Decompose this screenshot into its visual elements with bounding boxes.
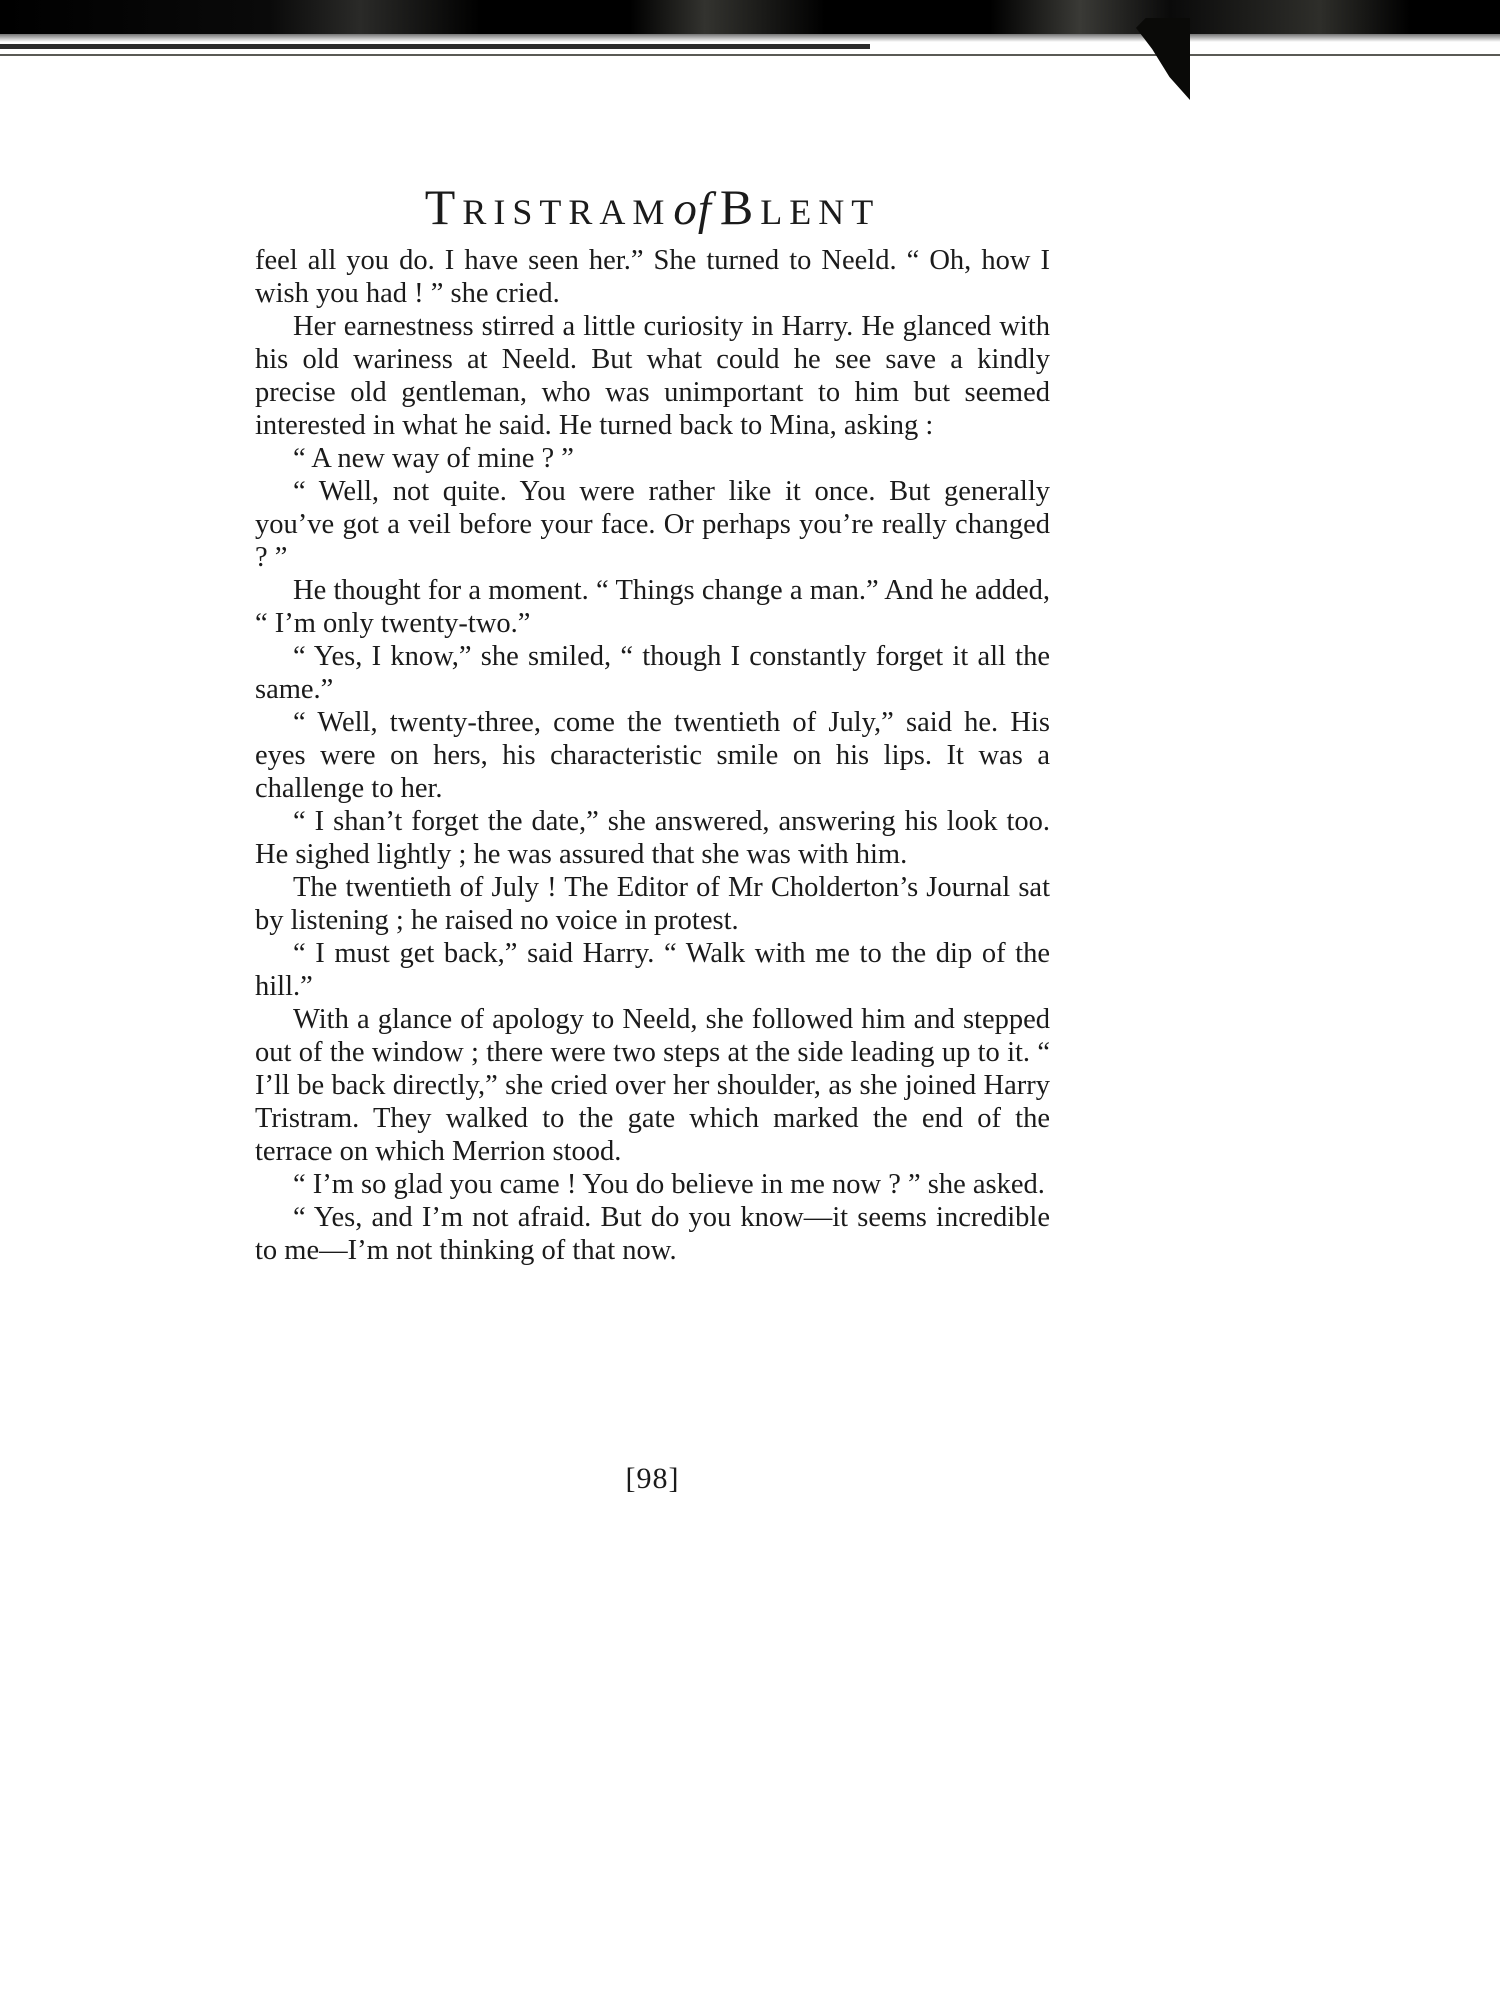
- paragraph: “ I’m so glad you came ! You do believe in me now ? ” she asked.: [293, 1169, 1045, 1200]
- scan-fold-line-left: [0, 44, 870, 49]
- scan-fold-line: [0, 54, 1500, 56]
- title-smallcaps-lent: LENT: [760, 192, 881, 232]
- paragraph: feel all you do. I have seen her.” She turned to Neeld. “ Oh, how I wish you had ! ” she cried.: [255, 245, 1050, 309]
- paragraph: “ I shan’t forget the date,” she answered, answering his look too. He sighed lightly ; he was assured that she was with him.: [255, 806, 1050, 870]
- paragraph: “ Well, twenty-three, come the twentieth of July,” said he. His eyes were on hers, his characteristic smile on his lips. It was a challenge to her.: [255, 707, 1050, 804]
- paragraph: He thought for a moment. “ Things change a man.” And he added, “ I’m only twenty-two.”: [255, 575, 1050, 639]
- scan-corner-mark: [1136, 18, 1190, 100]
- paragraph: The twentieth of July ! The Editor of Mr Cholderton’s Journal sat by listening ; he raised no voice in protest.: [255, 872, 1050, 936]
- title-smallcaps-ristram: RISTRAM: [462, 192, 672, 232]
- body-text: [255, 244, 1050, 1267]
- scan-top-bar-shadow: [0, 34, 1500, 42]
- page-number: [98]: [625, 1462, 680, 1495]
- title-of-italic: of: [673, 183, 712, 235]
- paragraph: “ Yes, and I’m not afraid. But do you know—it seems incredible to me—I’m not thinking of that now.: [255, 1202, 1050, 1266]
- paragraph: Her earnestness stirred a little curiosity in Harry. He glanced with his old wariness at Neeld. But what could he see save a kindly precise old gentleman, who was unimportant to him but seemed interested in what he said. He turned back to Mina, asking :: [255, 311, 1050, 441]
- title-initial-t: T: [424, 179, 463, 235]
- title-initial-b: B: [719, 179, 761, 235]
- paragraph: “ Yes, I know,” she smiled, “ though I constantly forget it all the same.”: [255, 641, 1050, 705]
- paragraph: “ I must get back,” said Harry. “ Walk with me to the dip of the hill.”: [255, 938, 1050, 1002]
- paragraph: With a glance of apology to Neeld, she followed him and stepped out of the window ; there were two steps at the side leading up to it. “ I’ll be back directly,” she cried over her shoulder, as she joined Harry Tristram. They walked to the gate which marked the end of the terrace on which Merrion stood.: [255, 1004, 1050, 1167]
- page-title: [255, 178, 1050, 236]
- paragraph: “ A new way of mine ? ”: [293, 443, 574, 474]
- paragraph: “ Well, not quite. You were rather like it once. But generally you’ve got a veil before your face. Or perhaps you’re really changed ? ”: [255, 476, 1050, 573]
- scan-top-bar: [0, 0, 1500, 34]
